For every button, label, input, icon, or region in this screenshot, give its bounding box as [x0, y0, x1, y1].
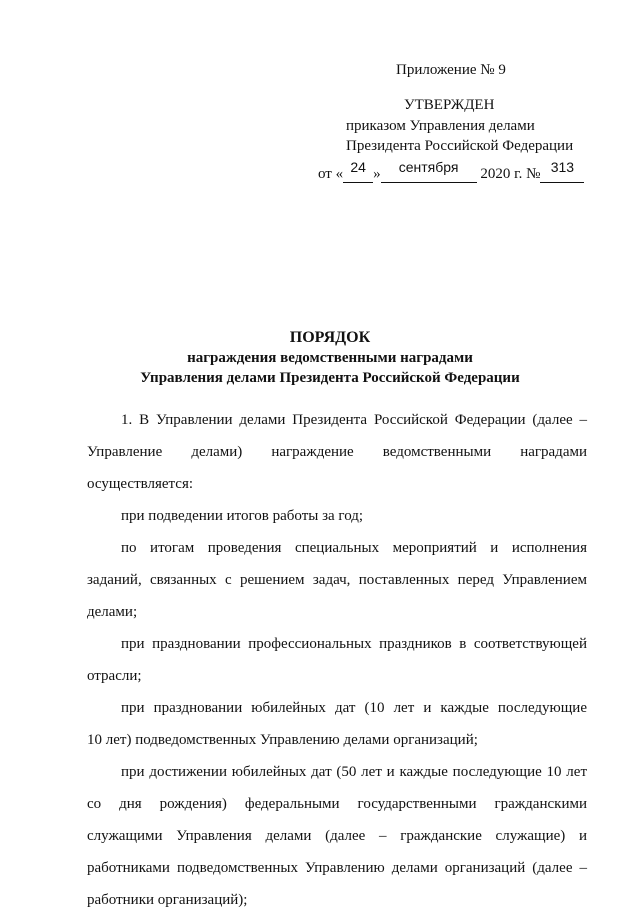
title-line-1: ПОРЯДОК: [289, 329, 371, 346]
order-number-field: [540, 159, 584, 183]
body-line-16: работники организаций);: [87, 892, 248, 908]
order-number: 313: [550, 159, 575, 175]
date-day-field: [343, 159, 373, 183]
document-title: [70, 328, 590, 388]
date-mid: »: [373, 166, 381, 182]
body-line-3: осуществляется:: [87, 476, 194, 492]
title-line-2: награждения ведомственными наградами: [187, 350, 473, 366]
order-line-1: приказом Управления делами: [346, 118, 535, 134]
body-line-10: при праздновании юбилейных дат (10 лет и каждые последующие: [121, 700, 587, 716]
date-prefix: от «: [318, 166, 344, 182]
body-line-1: 1. В Управлении делами Президента Российской Федерации (далее –: [121, 412, 587, 428]
body-line-6: заданий, связанных с решением задач, поставленных перед Управлением: [87, 572, 587, 588]
date-month-field: [381, 159, 477, 183]
body-line-4: при подведении итогов работы за год;: [121, 508, 364, 524]
order-line-2: Президента Российской Федерации: [346, 138, 574, 154]
title-line-3: Управления делами Президента Российской Федерации: [140, 370, 520, 386]
approved-label: УТВЕРЖДЕН: [404, 97, 495, 113]
body-line-14: служащими Управления делами (далее – гражданские служащие) и: [87, 828, 587, 844]
document-body: [87, 404, 587, 916]
order-date-line: [318, 159, 584, 183]
body-line-11: 10 лет) подведомственных Управлению делами организаций;: [87, 732, 478, 748]
body-line-8: при праздновании профессиональных праздников в соответствующей: [121, 636, 587, 652]
body-line-5: по итогам проведения специальных мероприятий и исполнения: [121, 540, 587, 556]
body-line-15: работниками подведомственных Управлению делами организаций (далее –: [87, 860, 587, 876]
date-year: 2020 г. №: [480, 166, 541, 182]
appendix-label: Приложение № 9: [396, 62, 506, 78]
body-line-7: делами;: [87, 604, 138, 620]
body-line-9: отрасли;: [87, 668, 142, 684]
body-line-2: Управление делами) награждение ведомственными наградами: [87, 444, 587, 460]
date-month: сентября: [398, 159, 459, 175]
body-line-13: со дня рождения) федеральными государственными гражданскими: [87, 796, 587, 812]
date-day: 24: [350, 159, 366, 175]
body-line-12: при достижении юбилейных дат (50 лет и каждые последующие 10 лет: [121, 764, 587, 780]
